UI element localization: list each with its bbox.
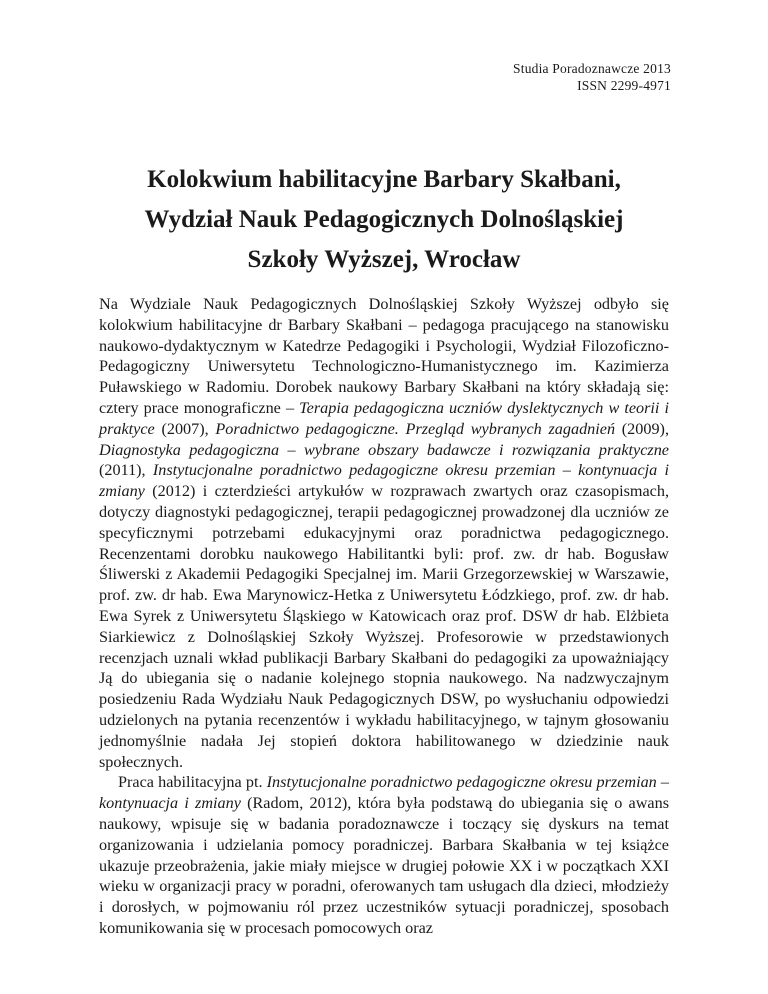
- paragraph-1-text-1: Na Wydziale Nauk Pedagogicznych Dolnośląskiej Szkoły Wyższej odbyło się kolokwium habilitacyjne dr Barbary Skałbani – pedagoga pracującego na stanowisku naukowo-dydaktycznym w Katedrze Pedagogiki i Psychologii, Wydział Filozoficzno-Pedagogiczny Uniwersytetu Technologiczno-Humanistycznego im. Kazimierza Puławskiego w Radomiu. Dorobek naukowy Barbary Skałbani na który składają się: cztery prace monograficzne –: [99, 295, 669, 417]
- journal-header: [513, 60, 671, 94]
- title-line-1: Kolokwium habilitacyjne Barbary Skałbani,: [147, 166, 621, 193]
- title-line-3: Szkoły Wyższej, Wrocław: [247, 246, 521, 273]
- paragraph-2-text-2: (Radom, 2012), która była podstawą do ubiegania się o awans naukowy, wpisuje się w badania poradoznawcze i toczący się dyskurs na temat organizowania i udzielania pomocy poradniczej. Barbara Skałbania w tej książce ukazuje przeobrażenia, jakie miały miejsce w drugiej połowie XX i w początkach XXI wieku w organizacji pracy w poradni, oferowanych tam usługach dla dzieci, młodzieży i dorosłych, w pojmowaniu ról przez uczestników sytuacji poradniczej, sposobach komunikowania się w procesach pomocowych oraz: [99, 794, 669, 937]
- paragraph-1: [99, 294, 669, 772]
- paragraph-1-text-2: (2007),: [154, 419, 216, 438]
- title-line-2: Wydział Nauk Pedagogicznych Dolnośląskiej: [144, 206, 624, 233]
- article-body: [99, 294, 669, 939]
- paragraph-1-text-4: (2011),: [99, 461, 153, 480]
- paragraph-2-text-1: Praca habilitacyjna pt.: [118, 773, 267, 792]
- book-title-1: Terapia pedagogiczna uczniów dyslektycznych w teorii i praktyce: [99, 398, 670, 438]
- paragraph-1-text-5: (2012) i czterdzieści artykułów w rozprawach zwartych oraz czasopismach, dotyczy diagnostyki pedagogicznej, terapii pedagogicznej prowadzonej dla uczniów ze specyficznymi potrzebami edukacyjnymi oraz poradnictwa pedagogicznego. Recenzentami dorobku naukowego Habilitantki byli: prof. zw. dr hab. Bogusław Śliwerski z Akademii Pedagogiki Specjalnej im. Marii Grzegorzewskiej w Warszawie, prof. zw. dr hab. Ewa Marynowicz-Hetka z Uniwersytetu Łódzkiego, prof. zw. dr hab. Ewa Syrek z Uniwersytetu Śląskiego w Katowicach oraz prof. DSW dr hab. Elżbieta Siarkiewicz z Dolnośląskiej Szkoły Wyższej. Profesorowie w przedstawionych recenzjach uznali wkład publikacji Barbary Skałbani do pedagogiki za upoważniający Ją do ubiegania się o nadanie kolejnego stopnia naukowego. Na nadzwyczajnym posiedzeniu Rada Wydziału Nauk Pedagogicznych DSW, po wysłuchaniu odpowiedzi udzielonych na pytania recenzentów i wykładu habilitacyjnego, w tajnym głosowaniu jednomyślnie nadała Jej stopień doktora habilitowanego w dziedzinie nauk społecznych.: [99, 482, 669, 771]
- journal-name: Studia Poradoznawcze 2013: [513, 61, 671, 76]
- book-title-3: Diagnostyka pedagogiczna – wybrane obszary badawcze i rozwiązania praktyczne: [99, 440, 669, 459]
- journal-issn: ISSN 2299-4971: [577, 78, 671, 93]
- book-title-4: Instytucjonalne poradnictwo pedagogiczne okresu przemian – kontynuacja i zmiany: [99, 461, 669, 501]
- paragraph-1-text-3: (2009),: [615, 419, 669, 438]
- article-title: [100, 160, 668, 280]
- habilitation-book-title: Instytucjonalne poradnictwo pedagogiczne okresu przemian – kontynuacja i zmiany: [99, 773, 670, 813]
- paragraph-2: [99, 772, 669, 938]
- book-title-2: Poradnictwo pedagogiczne. Przegląd wybranych zagadnień: [215, 419, 616, 438]
